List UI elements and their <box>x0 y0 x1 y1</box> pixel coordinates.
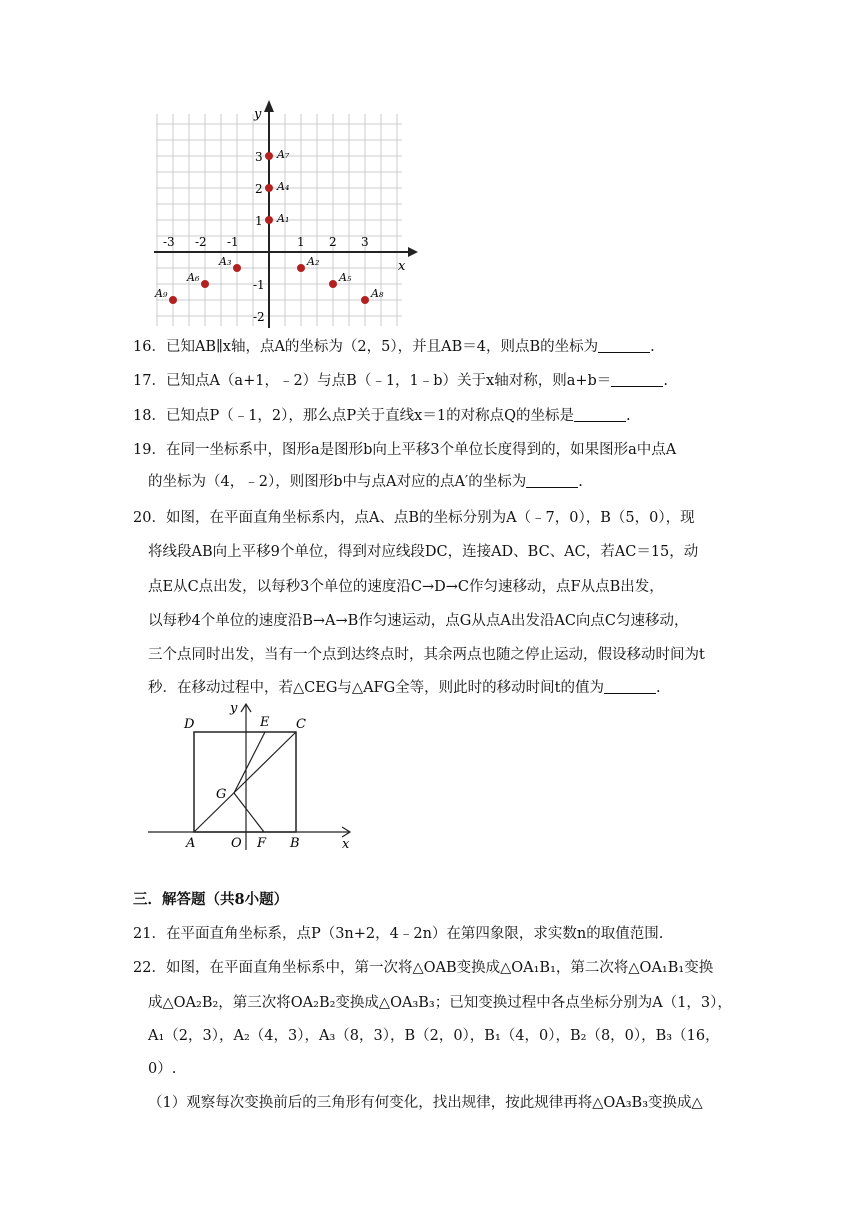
answer-blank[interactable] <box>604 679 656 694</box>
question-22-line4: 0）. <box>148 1061 177 1077</box>
point-marker <box>329 280 337 288</box>
question-20-line3: 点E从C点出发，以每秒3个单位的速度沿C→D→C作匀速移动，点F从点B出发， <box>148 579 664 595</box>
point-marker <box>169 296 177 304</box>
point-label: A₄ <box>277 180 290 193</box>
point-marker <box>361 296 369 304</box>
segment-ge <box>234 732 265 793</box>
label-b: B <box>290 836 300 851</box>
label-a: A <box>186 836 196 851</box>
label-o: O <box>231 836 242 851</box>
question-21: 21．在平面直角坐标系，点P（3n+2，4﹣2n）在第四象限，求实数n的取值范围. <box>133 926 664 942</box>
question-16: 16．已知AB∥x轴，点A的坐标为（2，5），并且AB＝4，则点B的坐标为 . <box>133 339 655 355</box>
y-axis-label: y <box>254 107 262 122</box>
point-label: A₆ <box>187 271 200 284</box>
answer-blank[interactable] <box>611 372 663 387</box>
question-20-line4: 以每秒4个单位的速度沿B→A→B作匀速运动，点G从点A出发沿AC向点C匀速移动， <box>148 613 689 629</box>
y-tick-label: 2 <box>255 182 263 196</box>
answer-blank[interactable] <box>598 338 650 353</box>
point-label: A₈ <box>371 287 384 300</box>
x-tick-label: -1 <box>227 235 239 249</box>
x-tick-label: 3 <box>361 235 369 249</box>
point-marker <box>233 264 241 272</box>
answer-blank[interactable] <box>574 407 626 422</box>
point-label: A₇ <box>277 148 290 161</box>
question-22-part1: （1）观察每次变换前后的三角形有何变化，找出规律，按此规律再将△OA₃B₃变换成△ <box>148 1095 703 1111</box>
y-tick-label: 3 <box>255 150 263 164</box>
label-x: x <box>342 837 350 852</box>
section-heading: 三．解答题（共8小题） <box>133 891 289 908</box>
point-label: A₉ <box>155 287 168 300</box>
label-d: D <box>184 717 195 732</box>
point-label: A₃ <box>219 255 232 268</box>
question-20-line2: 将线段AB向上平移9个单位，得到对应线段DC，连接AD、BC、AC，若AC＝15，动 <box>148 544 699 560</box>
question-22-line2: 成△OA₂B₂，第三次将OA₂B₂变换成△OA₃B₃；已知变换过程中各点坐标分别为A（1，3）， <box>148 995 732 1011</box>
label-c: C <box>296 717 306 732</box>
point-marker <box>297 264 305 272</box>
question-22-line1: 22．如图，在平面直角坐标系中，第一次将△OAB变换成△OA₁B₁，第二次将△OA₁B₁变换 <box>133 960 714 976</box>
x-axis-arrow <box>408 247 418 257</box>
x-tick-label: -2 <box>195 235 207 249</box>
x-tick-labels <box>163 235 369 249</box>
label-y: y <box>230 701 238 716</box>
x-tick-label: 1 <box>297 235 305 249</box>
segment-gf <box>234 793 264 832</box>
x-axis-label: x <box>398 259 406 274</box>
question-17: 17．已知点A（a+1，﹣2）与点B（﹣1，1﹣b）关于x轴对称，则a+b＝ . <box>133 373 668 389</box>
point-marker <box>265 184 273 192</box>
question-19-line1: 19．在同一坐标系中，图形a是图形b向上平移3个单位长度得到的，如果图形a中点A <box>133 442 677 458</box>
point-marker <box>201 280 209 288</box>
segment-ac <box>194 732 296 832</box>
question-20-line1: 20．如图，在平面直角坐标系内，点A、点B的坐标分别为A（﹣7，0），B（5，0），现 <box>133 510 695 526</box>
question-20-line5: 三个点同时出发，当有一个点到达终点时，其余两点也随之停止运动，假设移动时间为t <box>148 647 705 663</box>
x-tick-label: 2 <box>329 235 337 249</box>
question-22-line3: A₁（2，3），A₂（4，3），A₃（8，3），B（2，0），B₁（4，0），B₂（8，0），B₃（16， <box>148 1028 720 1044</box>
answer-blank[interactable] <box>526 473 578 488</box>
question-19-line2: 的坐标为（4，﹣2），则图形b中与点A对应的点A′的坐标为 . <box>148 474 583 490</box>
question-18: 18．已知点P（﹣1，2），那么点P关于直线x＝1的对称点Q的坐标是 . <box>133 408 631 424</box>
rectangle-figure <box>146 700 358 852</box>
point-marker <box>265 152 273 160</box>
label-e: E <box>260 715 270 730</box>
label-g: G <box>216 787 227 802</box>
y-axis-arrow <box>264 100 274 112</box>
y-tick-label: -1 <box>253 278 265 292</box>
point-label: A₅ <box>339 271 352 284</box>
x-tick-label: -3 <box>163 235 175 249</box>
y-tick-labels <box>253 150 265 324</box>
y-tick-label: -2 <box>253 310 265 324</box>
question-20-line6: 秒．在移动过程中，若△CEG与△AFG全等，则此时的移动时间t的值为 . <box>148 680 661 696</box>
label-f: F <box>257 836 267 851</box>
coordinate-grid-figure <box>146 100 426 335</box>
point-label: A₁ <box>277 212 290 225</box>
point-marker <box>265 216 273 224</box>
y-tick-label: 1 <box>255 214 263 228</box>
point-label: A₂ <box>307 255 320 268</box>
